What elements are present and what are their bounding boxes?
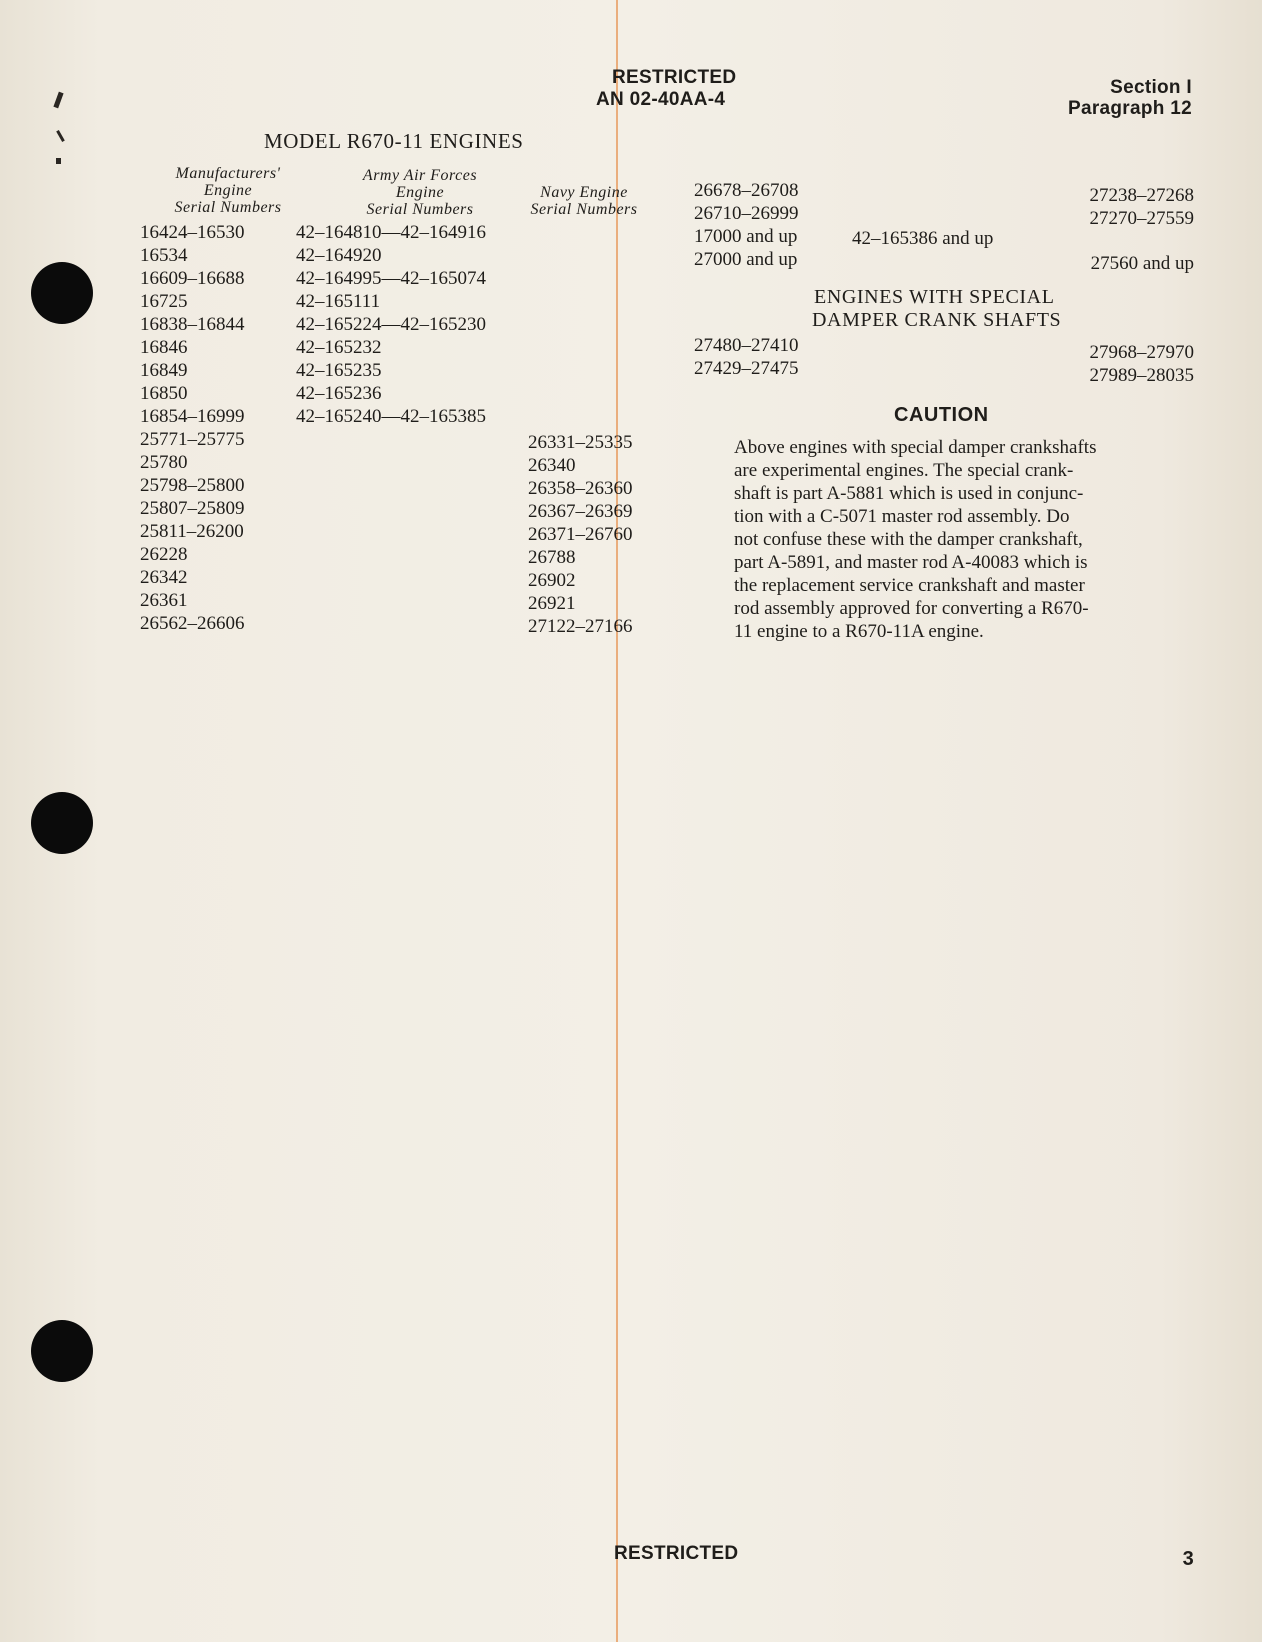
caution-line: part A-5891, and master rod A-40083 which is: [734, 552, 1088, 573]
list-item: 16725: [140, 291, 188, 312]
caution-title: CAUTION: [894, 404, 989, 426]
header-restricted: RESTRICTED: [612, 67, 737, 88]
column-header-manufacturer: Manufacturers' Engine Serial Numbers: [174, 165, 282, 216]
list-item: 26228: [140, 544, 188, 565]
list-item: 42–165111: [296, 291, 381, 312]
binder-hole-top: [31, 262, 93, 324]
page-title: MODEL R670-11 ENGINES: [264, 129, 524, 153]
list-item: 27429–27475: [694, 358, 799, 379]
page-mark: [53, 92, 63, 109]
list-item: 42–164920: [296, 245, 382, 266]
list-item: 27122–27166: [528, 616, 633, 637]
header-paragraph: Paragraph 12: [1068, 98, 1192, 119]
right-navy-serial: 27560 and up: [1090, 253, 1194, 274]
list-item: 42–165240—42–165385: [296, 406, 486, 427]
right-manufacturer-serial-list: [694, 179, 799, 271]
list-item: 26921: [528, 593, 576, 614]
list-item: 42–164995—42–165074: [296, 268, 486, 289]
column-header-army: Army Air Forces Engine Serial Numbers: [362, 167, 478, 218]
list-item: 27000 and up: [694, 249, 798, 270]
special-heading-line1: ENGINES WITH SPECIAL: [814, 286, 1055, 308]
caution-line: Above engines with special damper crankshafts: [734, 437, 1097, 458]
list-item: 26358–26360: [528, 478, 633, 499]
list-item: 16609–16688: [140, 268, 245, 289]
list-item: 25780: [140, 452, 188, 473]
list-item: 42–165235: [296, 360, 382, 381]
caution-line: tion with a C-5071 master rod assembly. Do: [734, 506, 1070, 527]
list-item: 26678–26708: [694, 180, 799, 201]
list-item: 26340: [528, 455, 576, 476]
list-item: 42–165232: [296, 337, 382, 358]
binder-hole-bottom: [31, 1320, 93, 1382]
caution-line: are experimental engines. The special crank-: [734, 460, 1074, 481]
navy-serial-list: [528, 431, 633, 638]
list-item: 26367–26369: [528, 501, 633, 522]
list-item: 25807–25809: [140, 498, 245, 519]
list-item: 25771–25775: [140, 429, 245, 450]
caution-line: the replacement service crankshaft and master: [734, 575, 1085, 596]
list-item: 16854–16999: [140, 406, 245, 427]
right-navy-serial: 27238–27268: [1089, 185, 1194, 206]
page-mark: [56, 130, 65, 142]
page-mark: [56, 158, 61, 164]
list-item: 26361: [140, 590, 188, 611]
list-item: 25811–26200: [140, 521, 244, 542]
page-fold-line: [616, 0, 618, 1642]
list-item: 26342: [140, 567, 188, 588]
column-header-navy: Navy Engine Serial Numbers: [530, 184, 638, 218]
list-item: 16849: [140, 360, 188, 381]
list-item: 42–165236: [296, 383, 382, 404]
special-manufacturer-serial-list: [694, 334, 799, 380]
army-serial-list: [296, 221, 486, 428]
binder-hole-middle: [31, 792, 93, 854]
list-item: 25798–25800: [140, 475, 245, 496]
list-item: 16846: [140, 337, 188, 358]
list-item: 42–164810—42–164916: [296, 222, 486, 243]
list-item: 16424–16530: [140, 222, 245, 243]
list-item: 26710–26999: [694, 203, 799, 224]
page-number: 3: [1182, 1548, 1194, 1570]
list-item: 27480–27410: [694, 335, 799, 356]
list-item: 16850: [140, 383, 188, 404]
caution-body: [734, 436, 1152, 643]
list-item: 16838–16844: [140, 314, 245, 335]
list-item: 17000 and up: [694, 226, 798, 247]
footer-restricted: RESTRICTED: [614, 1543, 739, 1564]
special-navy-serial: 27968–27970: [1089, 342, 1194, 363]
header-section: Section I: [1110, 77, 1192, 98]
caution-line: not confuse these with the damper crankshaft,: [734, 529, 1083, 550]
list-item: 26788: [528, 547, 576, 568]
caution-line: 11 engine to a R670-11A engine.: [734, 621, 984, 642]
special-heading-line2: DAMPER CRANK SHAFTS: [812, 309, 1062, 331]
list-item: 26331–25335: [528, 432, 633, 453]
header-document-number: AN 02-40AA-4: [596, 89, 726, 110]
list-item: 26371–26760: [528, 524, 633, 545]
list-item: 42–165224—42–165230: [296, 314, 486, 335]
manufacturer-serial-list: [140, 221, 245, 635]
caution-line: rod assembly approved for converting a R670-: [734, 598, 1089, 619]
list-item: 26562–26606: [140, 613, 245, 634]
right-army-serial: 42–165386 and up: [852, 228, 994, 249]
list-item: 26902: [528, 570, 576, 591]
caution-line: shaft is part A-5881 which is used in conjunc-: [734, 483, 1084, 504]
right-navy-serial: 27270–27559: [1089, 208, 1194, 229]
special-navy-serial: 27989–28035: [1089, 365, 1194, 386]
list-item: 16534: [140, 245, 188, 266]
